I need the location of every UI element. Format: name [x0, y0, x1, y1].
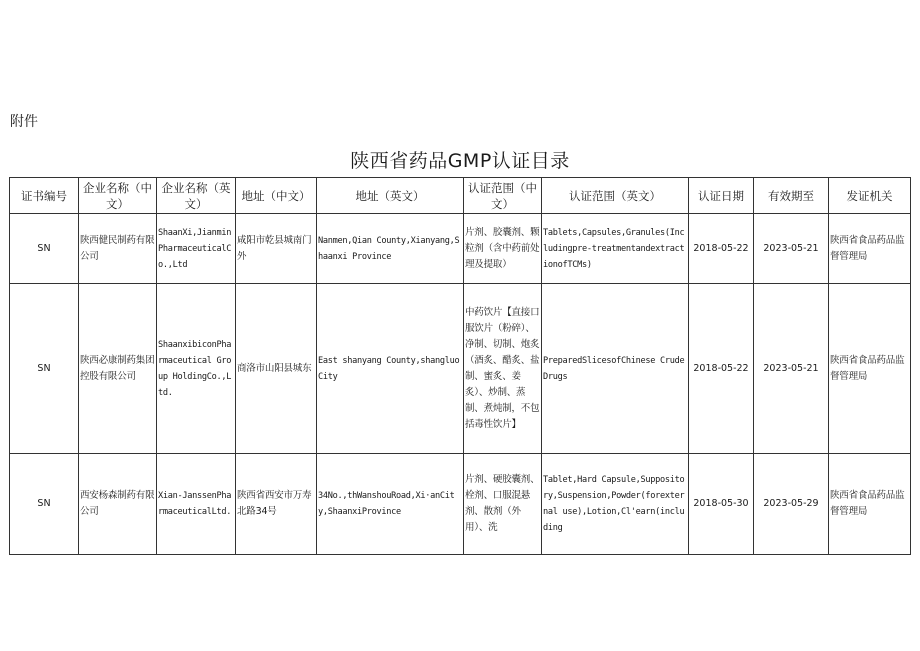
col-header-cert-no: 证书编号 — [10, 178, 79, 214]
cell-issuer-text: 陕西省食品药品监督管理局 — [830, 490, 905, 517]
cell-name-cn-text: 陕西健民制药有限公司 — [80, 234, 155, 262]
cell-scope-cn — [464, 214, 542, 284]
cell-scope-en-text: Tablets,Capsules,Granules(Includingpre-treatmentandextractionofTCMs) — [543, 227, 685, 270]
cell-addr-en-text: Nanmen,Qian County,Xianyang,Shaanxi Province — [318, 235, 460, 262]
cell-addr-en — [317, 454, 464, 555]
cell-cert-no: SN — [10, 284, 79, 454]
cell-scope-cn — [464, 284, 542, 454]
cell-issuer — [829, 454, 911, 555]
cell-name-en — [157, 284, 236, 454]
col-header-addr-cn: 地址（中文） — [236, 178, 317, 214]
col-header-name-en: 企业名称（英文） — [157, 178, 236, 214]
cell-issuer-text: 陕西省食品药品监督管理局 — [830, 234, 905, 262]
cell-name-en-text: ShaanXi,JianminPharmaceuticalCo.,Ltd — [158, 227, 232, 270]
cell-name-cn — [79, 214, 157, 284]
table-row — [10, 284, 911, 454]
cell-issuer — [829, 284, 911, 454]
col-header-issuer: 发证机关 — [829, 178, 911, 214]
cell-addr-cn-text: 陕西省西安市万寿北路34号 — [237, 490, 312, 517]
cell-scope-en-text: Tablet,Hard Capsule,Suppository,Suspension,Powder(forexternal use),Lotion,Cl'earn(including — [543, 475, 685, 533]
cell-name-en — [157, 214, 236, 284]
cell-name-en-text: ShaanxibiconPharmaceutical Group HoldingCo.,Ltd. — [158, 339, 232, 398]
cell-name-cn-text: 陕西必康制药集团控股有限公司 — [80, 354, 155, 382]
col-header-scope-en: 认证范围（英文） — [542, 178, 689, 214]
cell-name-cn — [79, 284, 157, 454]
cell-scope-en — [542, 454, 689, 555]
table-header-row — [10, 178, 911, 214]
page-title: 陕西省药品GMP认证目录 — [350, 150, 570, 172]
cell-scope-cn-text: 片剂、胶囊剂、颗粒剂（含中药前处理及提取） — [465, 226, 540, 270]
cell-addr-en-text: East shanyang County,shangluoCity — [318, 355, 460, 382]
cell-scope-cn-text: 片剂、硬胶囊剂、栓剂、口服混悬剂、散剂（外用）、洗 — [465, 474, 540, 533]
col-header-name-cn: 企业名称（中文） — [79, 178, 157, 214]
cell-scope-en — [542, 284, 689, 454]
col-header-scope-cn: 认证范围（中文） — [464, 178, 542, 214]
cell-cert-no: SN — [10, 214, 79, 284]
cell-addr-cn-text: 咸阳市乾县城南门外 — [237, 234, 312, 262]
table-row — [10, 454, 911, 555]
cell-scope-cn — [464, 454, 542, 555]
cell-addr-en — [317, 214, 464, 284]
cell-name-cn-text: 西安杨森制药有限公司 — [80, 490, 155, 517]
cell-cert-no: SN — [10, 454, 79, 555]
cell-addr-cn — [236, 284, 317, 454]
col-header-valid-until: 有效期至 — [754, 178, 829, 214]
cell-addr-en — [317, 284, 464, 454]
cell-valid-until: 2023-05-29 — [754, 454, 829, 555]
cell-scope-en — [542, 214, 689, 284]
cell-issuer-text: 陕西省食品药品监督管理局 — [830, 354, 905, 382]
cell-name-en — [157, 454, 236, 555]
cell-addr-cn — [236, 454, 317, 555]
table-row — [10, 214, 911, 284]
cell-scope-cn-text: 中药饮片【直接口服饮片（粉碎）、净制、切制、炮炙（酒炙、醋炙、盐制、蜜炙、姜炙）、炒制、蒸制、煮炖制，不包括毒性饮片】 — [465, 306, 540, 430]
cell-name-en-text: Xian-JanssenPharmaceuticalLtd. — [158, 491, 232, 517]
col-header-addr-en: 地址（英文） — [317, 178, 464, 214]
cell-issuer — [829, 214, 911, 284]
cell-addr-cn — [236, 214, 317, 284]
attachment-label: 附件 — [10, 114, 38, 130]
cell-cert-date: 2018-05-22 — [689, 284, 754, 454]
cell-addr-en-text: 34No.,thWanshouRoad,Xi·anCity,ShaanxiProvince — [318, 491, 455, 517]
cell-valid-until: 2023-05-21 — [754, 214, 829, 284]
cell-addr-cn-text: 商洛市山阳县城东 — [237, 362, 312, 374]
cell-name-cn — [79, 454, 157, 555]
cell-cert-date: 2018-05-22 — [689, 214, 754, 284]
cell-scope-en-text: PreparedSlicesofChinese CrudeDrugs — [543, 355, 685, 382]
cell-cert-date: 2018-05-30 — [689, 454, 754, 555]
cell-valid-until: 2023-05-21 — [754, 284, 829, 454]
col-header-cert-date: 认证日期 — [689, 178, 754, 214]
gmp-certificate-table — [9, 177, 911, 555]
